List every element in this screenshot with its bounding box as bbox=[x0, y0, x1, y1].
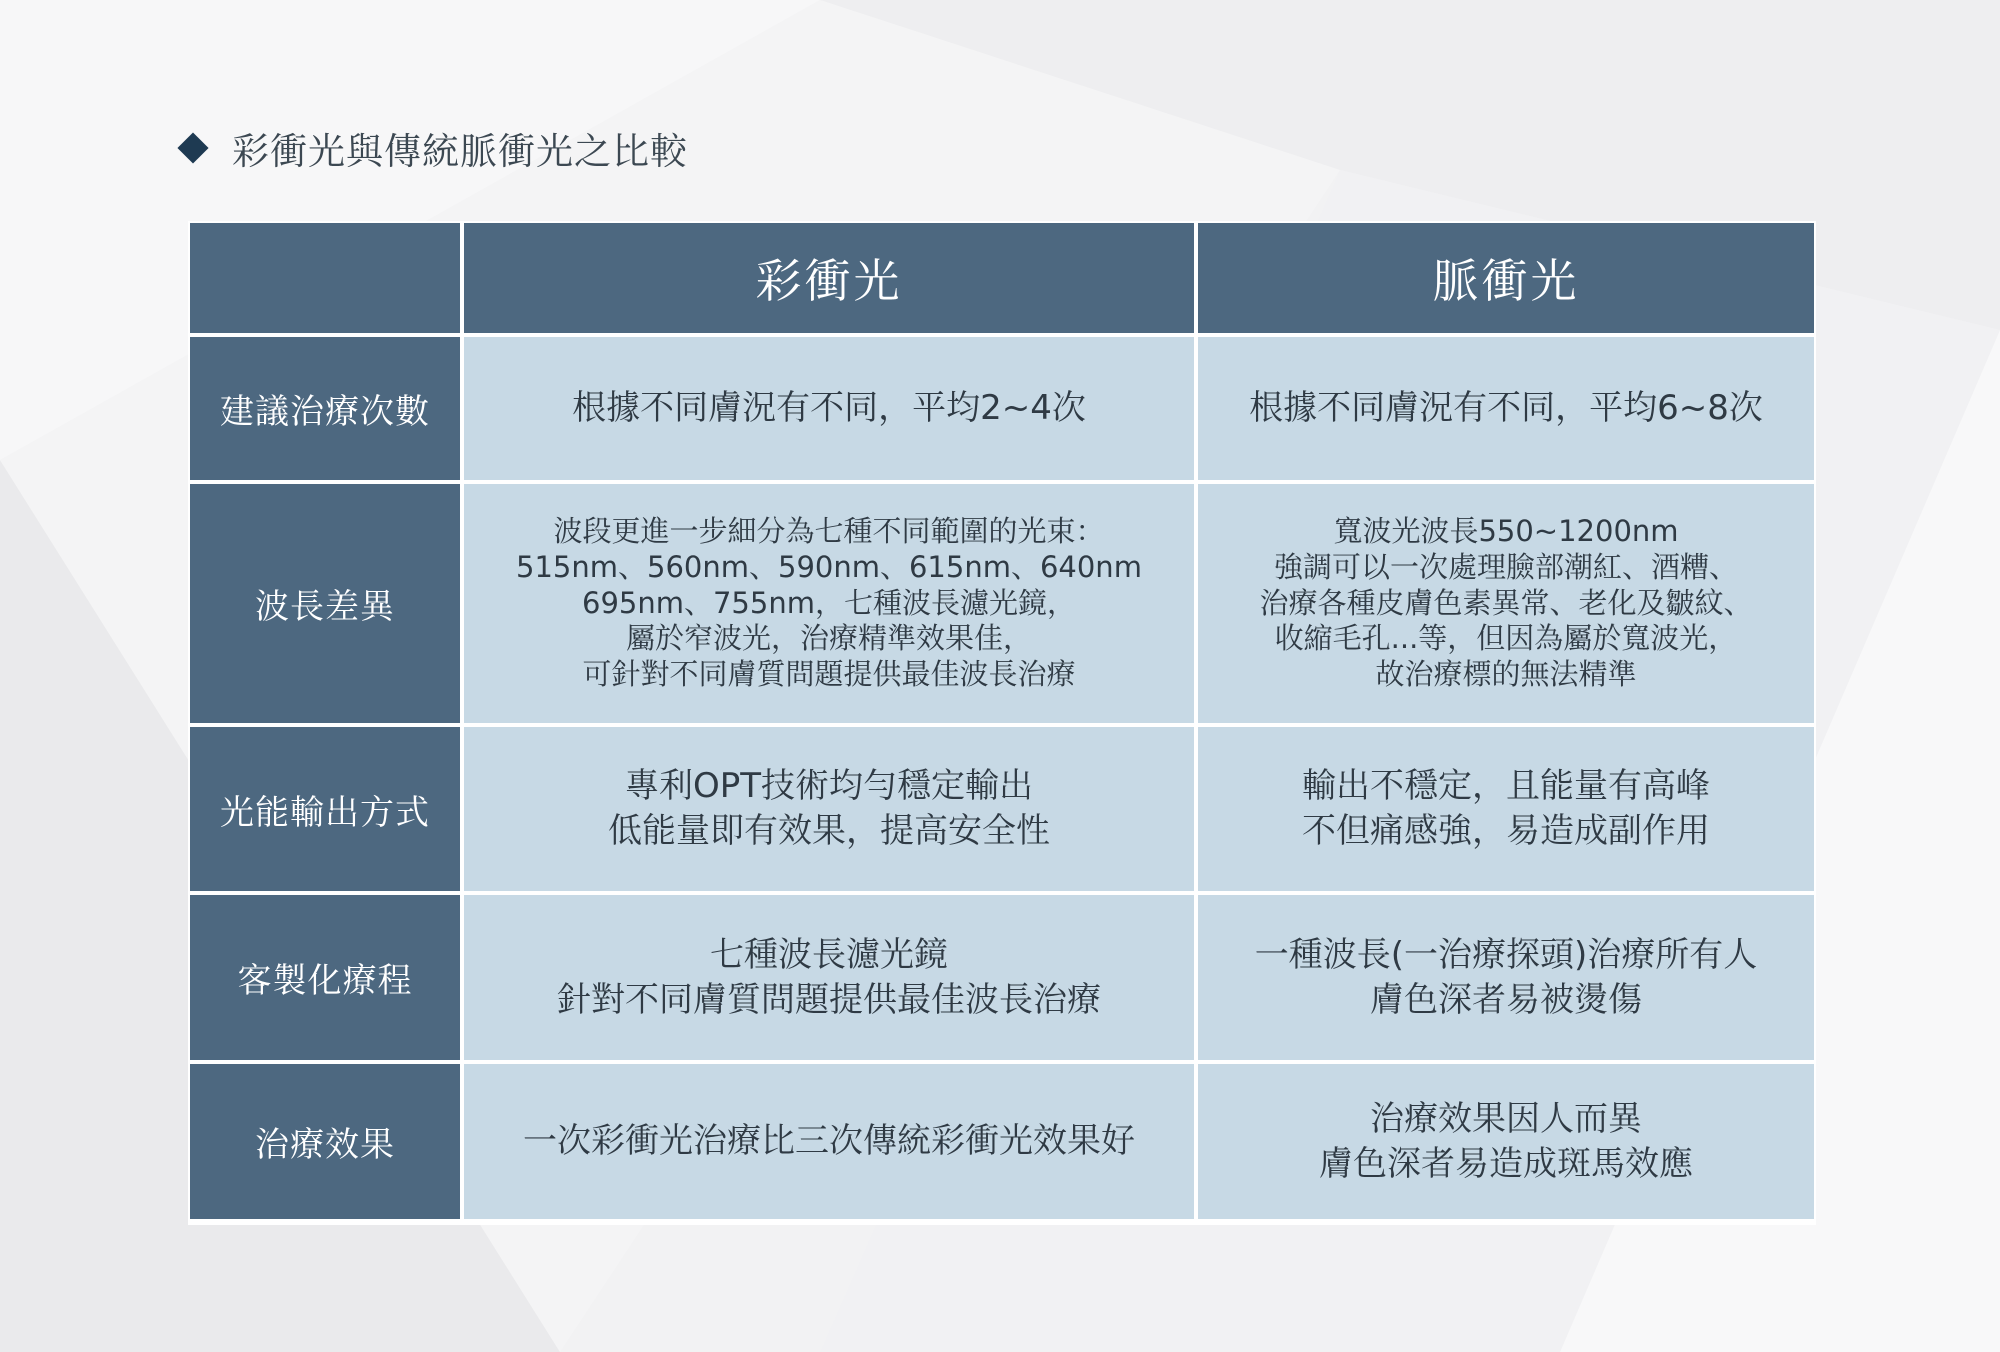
cell-output-method-pulsed-light bbox=[1198, 727, 1814, 891]
row-label-wavelength: 波長差異 bbox=[190, 484, 460, 723]
cell-line: 可針對不同膚質問題提供最佳波長治療 bbox=[582, 657, 1076, 692]
row-label-treatment-count: 建議治療次數 bbox=[190, 337, 460, 480]
cell-customization-color-light bbox=[464, 895, 1194, 1060]
row-label-customization: 客製化療程 bbox=[190, 895, 460, 1060]
cell-line: 七種波長濾光鏡 bbox=[710, 934, 948, 975]
cell-line: 膚色深者易造成斑馬效應 bbox=[1319, 1143, 1693, 1184]
cell-line: 膚色深者易被燙傷 bbox=[1370, 979, 1642, 1020]
cell-line: 強調可以一次處理臉部潮紅、酒糟、 bbox=[1273, 549, 1738, 584]
cell-treatment-count-pulsed-light bbox=[1198, 337, 1814, 480]
cell-line: 專利OPT技術均勻穩定輸出 bbox=[624, 766, 1034, 807]
cell-line: 根據不同膚況有不同，平均6~8次 bbox=[1249, 388, 1763, 429]
row-label-output-method: 光能輸出方式 bbox=[190, 727, 460, 891]
cell-line: 根據不同膚況有不同，平均2~4次 bbox=[572, 388, 1086, 429]
cell-line: 治療各種皮膚色素異常、老化及皺紋、 bbox=[1259, 585, 1753, 620]
cell-line: 輸出不穩定，且能量有高峰 bbox=[1302, 766, 1710, 807]
cell-line: 故治療標的無法精準 bbox=[1375, 657, 1637, 692]
cell-line: 波段更進一步細分為七種不同範圍的光束： bbox=[553, 513, 1105, 548]
cell-line: 695nm、755nm，七種波長濾光鏡， bbox=[582, 585, 1076, 620]
page-title: 彩衝光與傳統脈衝光之比較 bbox=[232, 130, 688, 173]
cell-customization-pulsed-light bbox=[1198, 895, 1814, 1060]
corner-header-cell bbox=[190, 223, 460, 333]
cell-treatment-effect-pulsed-light bbox=[1198, 1064, 1814, 1219]
cell-line: 治療效果因人而異 bbox=[1370, 1098, 1642, 1139]
cell-line: 低能量即有效果，提高安全性 bbox=[608, 811, 1050, 851]
cell-line: 屬於窄波光，治療精準效果佳， bbox=[625, 621, 1032, 656]
cell-wavelength-pulsed-light bbox=[1198, 484, 1814, 723]
cell-line: 一種波長(一治療探頭)治療所有人 bbox=[1254, 934, 1758, 975]
cell-line: 515nm、560nm、590nm、615nm、640nm bbox=[516, 549, 1142, 584]
page-heading bbox=[182, 118, 688, 178]
cell-treatment-effect-color-light bbox=[464, 1064, 1194, 1219]
comparison-table bbox=[188, 221, 1816, 1225]
row-label-treatment-effect: 治療效果 bbox=[190, 1064, 460, 1219]
cell-line: 不但痛感強，易造成副作用 bbox=[1302, 811, 1710, 851]
cell-wavelength-color-light bbox=[464, 484, 1194, 723]
cell-line: 針對不同膚質問題提供最佳波長治療 bbox=[557, 979, 1101, 1020]
cell-line: 一次彩衝光治療比三次傳統彩衝光效果好 bbox=[523, 1121, 1135, 1162]
column-header-color-light: 彩衝光 bbox=[464, 223, 1194, 333]
cell-output-method-color-light bbox=[464, 727, 1194, 891]
cell-treatment-count-color-light bbox=[464, 337, 1194, 480]
column-header-pulsed-light: 脈衝光 bbox=[1198, 223, 1814, 333]
cell-line: 收縮毛孔...等，但因為屬於寬波光， bbox=[1274, 621, 1738, 656]
cell-line: 寬波光波長550~1200nm bbox=[1333, 513, 1679, 548]
diamond-icon bbox=[177, 132, 208, 163]
